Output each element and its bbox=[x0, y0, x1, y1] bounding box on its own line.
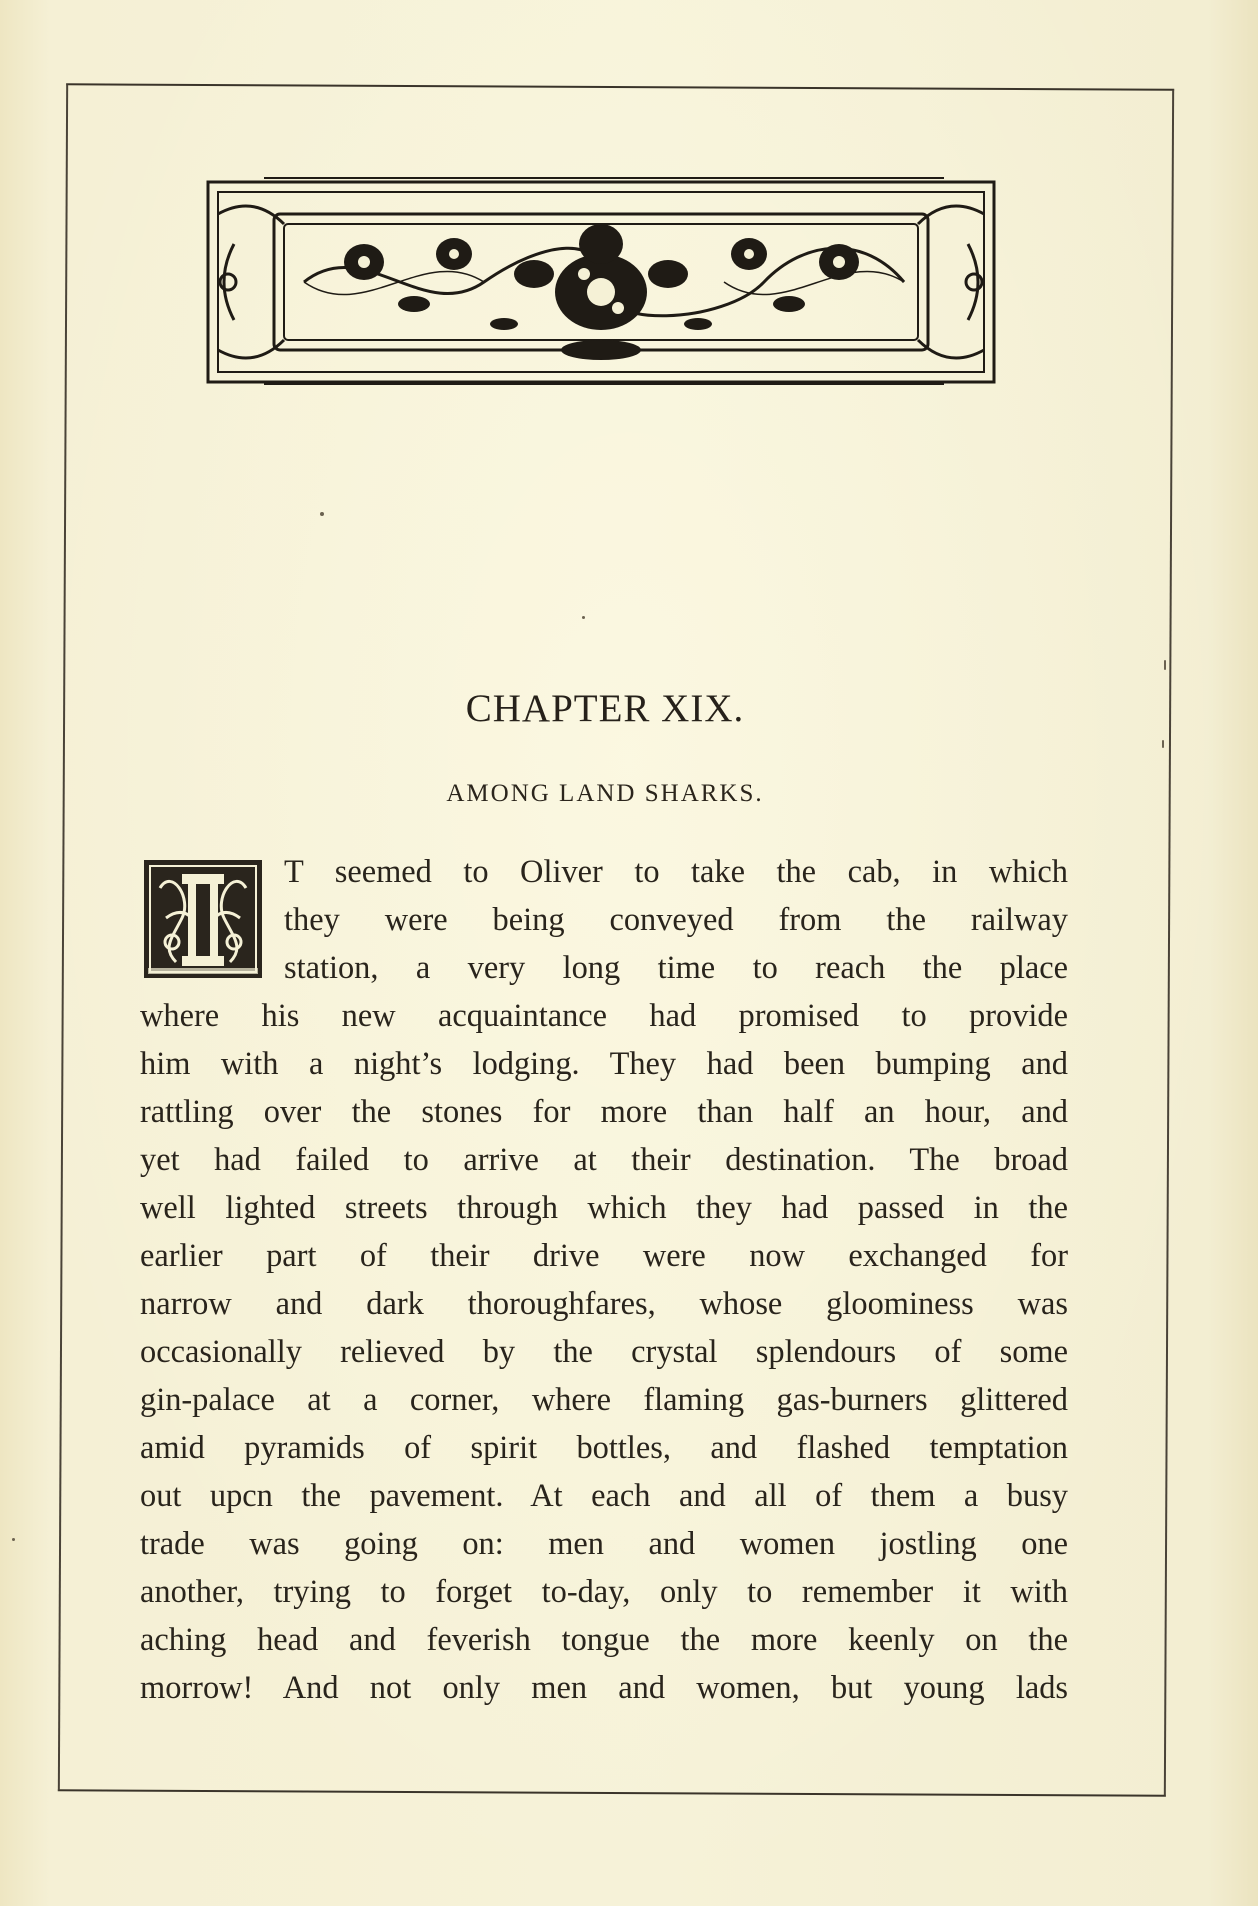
chapter-subtitle: AMONG LAND SHARKS. bbox=[446, 780, 764, 807]
text-line: gin-palace at a corner, where flaming gas-burners glittered bbox=[140, 1382, 1068, 1418]
text-line: trade was going on: men and women jostling one bbox=[140, 1526, 1068, 1562]
chapter-title: CHAPTER XIX. bbox=[465, 687, 745, 730]
text-line: they were being conveyed from the railway bbox=[284, 902, 1068, 938]
text-line: him with a night’s lodging. They had been bumping and bbox=[140, 1046, 1068, 1082]
text-line: earlier part of their drive were now exchanged for bbox=[140, 1238, 1068, 1274]
text-line: narrow and dark thoroughfares, whose gloominess was bbox=[140, 1286, 1068, 1322]
text-line: amid pyramids of spirit bottles, and flashed temptation bbox=[140, 1430, 1068, 1466]
text-line: T seemed to Oliver to take the cab, in which bbox=[284, 854, 1068, 890]
text-line: another, trying to forget to-day, only to remember it with bbox=[140, 1574, 1068, 1610]
text-line: well lighted streets through which they had passed in the bbox=[140, 1190, 1068, 1226]
text-line: yet had failed to arrive at their destination. The broad bbox=[140, 1142, 1068, 1178]
text-line: aching head and feverish tongue the more keenly on the bbox=[140, 1622, 1068, 1658]
body-text bbox=[140, 848, 1068, 1712]
floral-headpiece-icon bbox=[204, 174, 998, 388]
text-line: where his new acquaintance had promised to provide bbox=[140, 998, 1068, 1034]
text-line: morrow! And not only men and women, but young lads bbox=[140, 1670, 1068, 1706]
text-line: occasionally relieved by the crystal splendours of some bbox=[140, 1334, 1068, 1370]
text-line: station, a very long time to reach the place bbox=[284, 950, 1068, 986]
text-line: rattling over the stones for more than half an hour, and bbox=[140, 1094, 1068, 1130]
text-line: out upcn the pavement. At each and all of them a busy bbox=[140, 1478, 1068, 1514]
